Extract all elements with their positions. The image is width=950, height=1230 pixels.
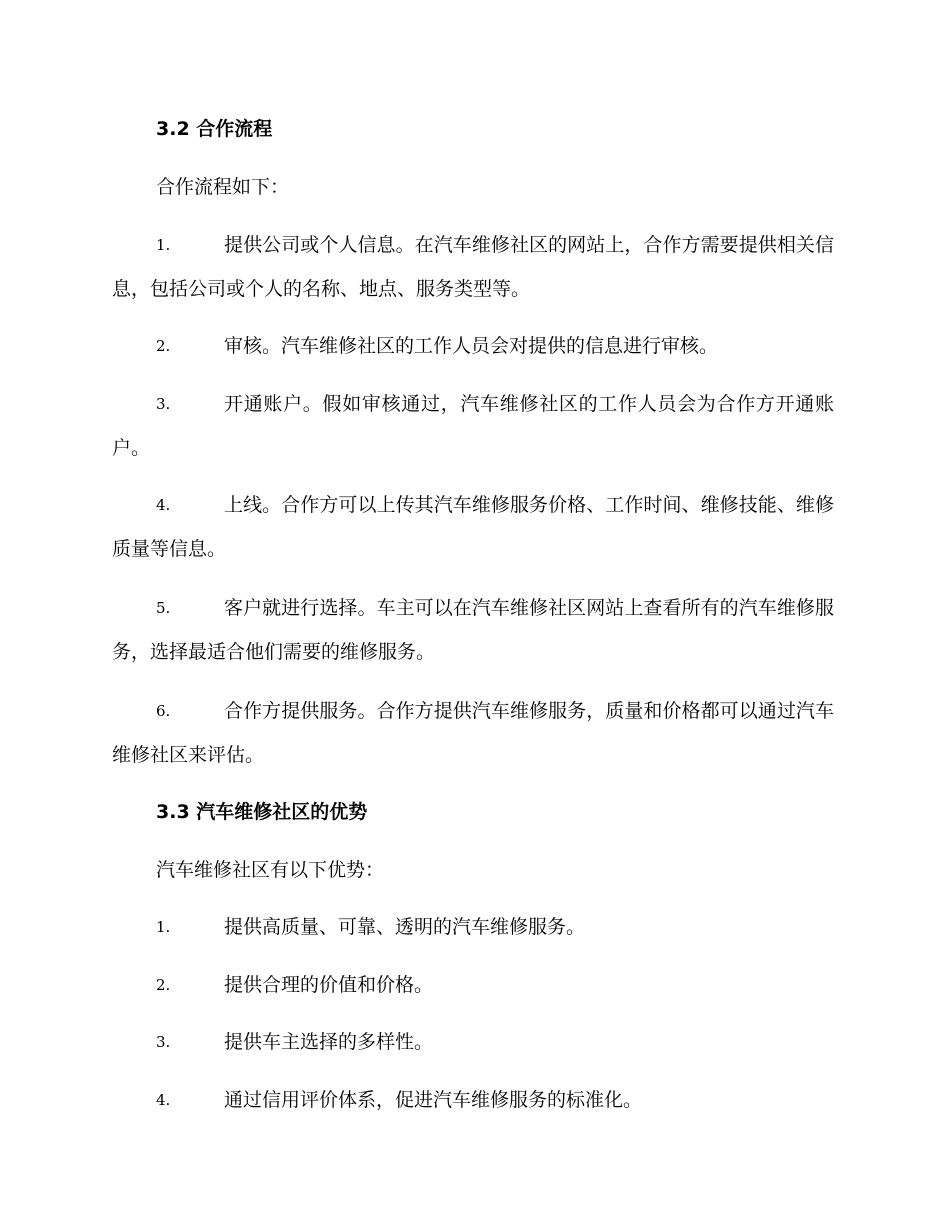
list-item xyxy=(112,698,834,777)
list-item-number: 4. xyxy=(156,1091,171,1109)
list-item xyxy=(112,914,834,949)
list-item xyxy=(112,333,834,368)
list-item-text: 开通账户。假如审核通过，汽车维修社区的工作人员会为合作方开通账户。 xyxy=(112,393,834,459)
list-item-text: 上线。合作方可以上传其汽车维修服务价格、工作时间、维修技能、维修质量等信息。 xyxy=(112,494,834,560)
list-item-number: 4. xyxy=(156,496,171,514)
list-item-number: 3. xyxy=(156,1033,171,1051)
list-item-text: 客户就进行选择。车主可以在汽车维修社区网站上查看所有的汽车维修服务，选择最适合他们需要的维修服务。 xyxy=(112,597,834,663)
list-item-number: 3. xyxy=(156,395,171,413)
list-item-text: 合作方提供服务。合作方提供汽车维修服务，质量和价格都可以通过汽车维修社区来评估。 xyxy=(112,700,834,766)
section-heading-3-3: 3.3 汽车维修社区的优势 xyxy=(156,801,368,823)
list-item-text: 提供合理的价值和价格。 xyxy=(224,974,434,996)
list-item xyxy=(112,391,834,470)
list-item-number: 1. xyxy=(156,918,171,936)
list-item-text: 提供公司或个人信息。在汽车维修社区的网站上，合作方需要提供相关信息，包括公司或个人的名称、地点、服务类型等。 xyxy=(112,234,834,300)
list-item-text: 审核。汽车维修社区的工作人员会对提供的信息进行审核。 xyxy=(224,335,719,357)
list-item xyxy=(112,492,834,571)
list-item-number: 2. xyxy=(156,337,171,355)
list-item xyxy=(112,1029,834,1064)
section-heading-3-2: 3.2 合作流程 xyxy=(156,118,273,140)
list-item-text: 提供车主选择的多样性。 xyxy=(224,1031,434,1053)
section-intro-3-2: 合作流程如下： xyxy=(156,176,290,198)
list-item xyxy=(112,232,834,311)
list-item-number: 2. xyxy=(156,976,171,994)
list-item-number: 1. xyxy=(156,236,171,254)
list-item xyxy=(112,595,834,674)
section-intro-3-3: 汽车维修社区有以下优势： xyxy=(156,859,385,881)
list-item xyxy=(112,972,834,1007)
list-item-text: 通过信用评价体系，促进汽车维修服务的标准化。 xyxy=(224,1089,643,1111)
list-item-text: 提供高质量、可靠、透明的汽车维修服务。 xyxy=(224,916,586,938)
list-item-number: 5. xyxy=(156,599,171,617)
list-item xyxy=(112,1087,834,1122)
list-item-number: 6. xyxy=(156,702,171,720)
